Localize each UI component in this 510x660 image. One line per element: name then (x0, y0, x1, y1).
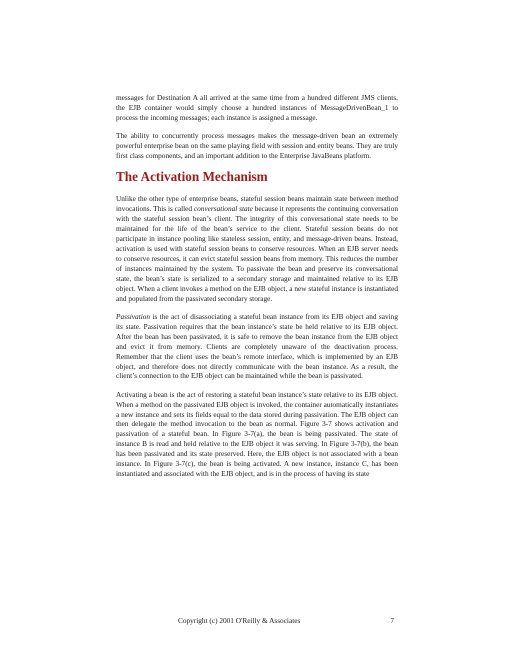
paragraph-ability: The ability to concurrently process messages makes the message-driven bean an extremely powerful enterprise bean on the same playing field with session and entity beans. They are truly first class components, and an important addition to the Enterprise JavaBeans platform. (116, 131, 398, 160)
paragraph-passivation (116, 312, 398, 382)
paragraph-unlike-start: Unlike the other type of enterprise beans, stateful session beans maintain state between method invocations. This is called (116, 194, 398, 214)
term-conversational-state: conversational state (193, 204, 253, 214)
paragraph-unlike (116, 194, 398, 303)
page-body (116, 93, 398, 487)
footer-copyright: Copyright (c) 2001 O'Reilly & Associates (178, 616, 301, 625)
paragraph-intro: messages for Destination A all arrived at the same time from a hundred different JMS clients, the EJB container would simply choose a hundred instances of MessageDrivenBean_1 to process the incoming messages; each instance is assigned a message. (116, 93, 398, 122)
term-passivation: Passivation (116, 311, 151, 321)
paragraph-passivation-rest: is the act of disassociating a stateful bean instance from its EJB object and saving its state. Passivation requires that the bean instance’s state be held relative to its EJB object. After the bean has been passivated, it is safe to remove the bean instance from the EJB object and evict it from memory. Clients are completely unaware of the deactivation process. Remember that the client uses the bean’s remote interface, which is implemented by an EJB object, and therefore does not directly communicate with the bean instance. As a result, the client’s connection to the EJB object can be maintained while the bean is passivated. (116, 311, 398, 381)
page-footer (116, 616, 398, 626)
section-heading: The Activation Mechanism (116, 169, 268, 185)
paragraph-unlike-rest: because it represents the continuing conversation with the stateful session bean’s client. The integrity of this conversational state needs to be maintained for the life of the bean’s service to the client. Stateful session beans do not participate in instance pooling like stateless session, entity, and message-driven beans. Instead, activation is used with stateful session beans to conserve resources. When an EJB server needs to conserve resources, it can evict stateful session beans from memory. This reduces the number of instances maintained by the system. To passivate the bean and preserve its conversational state, the bean’s state is serialized to a secondary storage and maintained relative to its EJB object. When a client invokes a method on the EJB object, a new stateful instance is instantiated and populated from the passivated secondary storage. (116, 204, 398, 303)
paragraph-activating: Activating a bean is the act of restoring a stateful bean instance’s state relative to its EJB object. When a method on the passivated EJB object is invoked, the container automatically instantiates a new instance and sets its fields equal to the data stored during passivation. The EJB object can then delegate the method invocation to the bean as normal. Figure 3-7 shows activation and passivation of a stateful bean. In Figure 3-7(a), the bean is being passivated. The state of instance B is read and held relative to the EJB object it was serving. In Figure 3-7(b), the bean has been passivated and its state preserved. Here, the EJB object is not associated with a bean instance. In Figure 3-7(c), the bean is being activated. A new instance, instance C, has been instantiated and associated with the EJB object, and is in the process of having its state (116, 389, 398, 479)
page-number: 7 (390, 616, 394, 625)
